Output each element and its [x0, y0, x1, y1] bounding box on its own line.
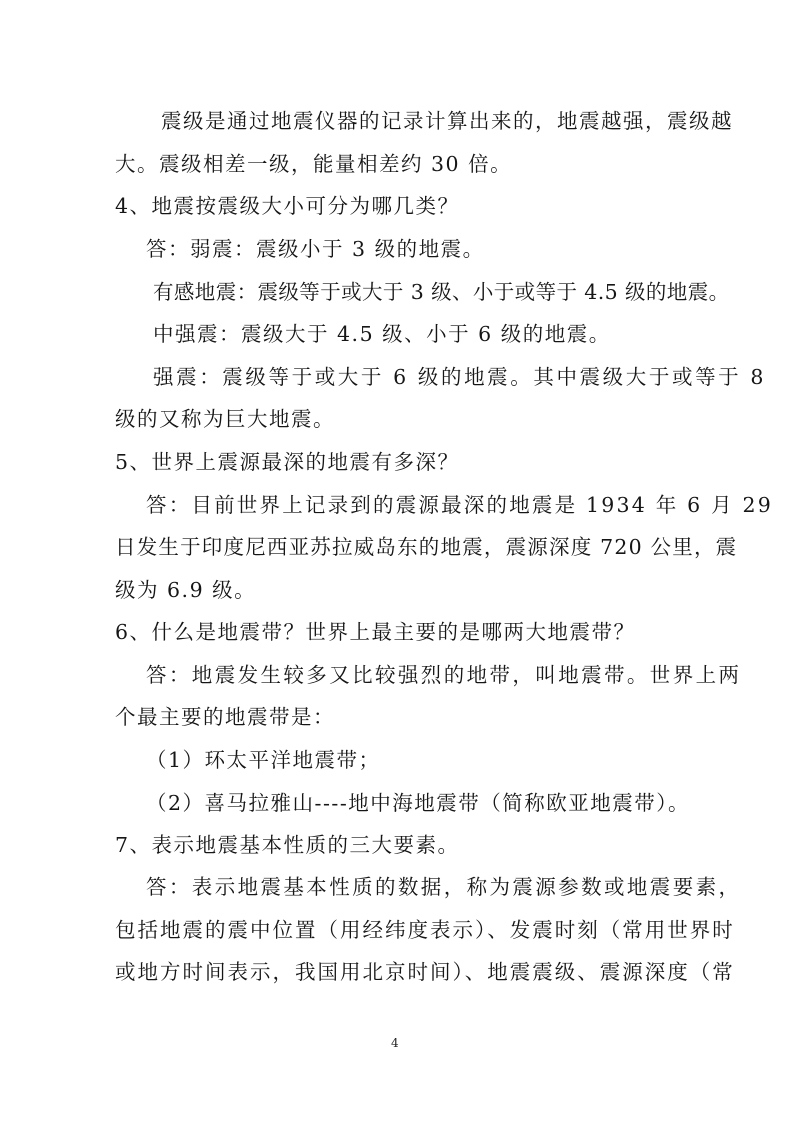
- question-heading: 5、世界上震源最深的地震有多深？: [115, 450, 460, 474]
- answer-line: 日发生于印度尼西亚苏拉威岛东的地震，震源深度 720 公里，震: [115, 535, 738, 559]
- question-heading: 6、什么是地震带？世界上最主要的是哪两大地震带？: [115, 620, 636, 644]
- paragraph-line: 大。震级相差一级，能量相差约 30 倍。: [115, 152, 513, 176]
- answer-line: 答：表示地震基本性质的数据，称为震源参数或地震要素，: [146, 875, 742, 899]
- question-heading: 7、表示地震基本性质的三大要素。: [115, 833, 460, 857]
- page-number: 4: [391, 1036, 399, 1050]
- answer-line: 包括地震的震中位置（用经纬度表示）、发震时刻（常用世界时: [115, 918, 735, 942]
- list-item: （2）喜马拉雅山----地中海地震带（简称欧亚地震带）。: [146, 791, 690, 815]
- answer-line: 个最主要的地震带是：: [115, 705, 335, 729]
- answer-line: 或地方时间表示，我国用北京时间）、地震震级、震源深度（常: [115, 960, 735, 984]
- answer-line: 答：地震发生较多又比较强烈的地带，叫地震带。世界上两: [146, 663, 742, 687]
- answer-line: 中强震：震级大于 4.5 级、小于 6 级的地震。: [153, 322, 611, 346]
- answer-line: 级的又称为巨大地震。: [115, 407, 335, 431]
- answer-line: 级为 6.9 级。: [115, 578, 257, 602]
- answer-line: 答：弱震：震级小于 3 级的地震。: [146, 237, 485, 261]
- answer-line: 答：目前世界上记录到的震源最深的地震是 1934 年 6 月 29: [146, 493, 773, 517]
- question-heading: 4、地震按震级大小可分为哪几类？: [115, 194, 460, 218]
- list-item: （1）环太平洋地震带；: [146, 748, 381, 772]
- answer-line: 有感地震：震级等于或大于 3 级、小于或等于 4.5 级的地震。: [153, 280, 730, 304]
- answer-line: 强震：震级等于或大于 6 级的地震。其中震级大于或等于 8: [153, 365, 767, 389]
- paragraph-line: 震级是通过地震仪器的记录计算出来的，地震越强，震级越: [161, 109, 733, 133]
